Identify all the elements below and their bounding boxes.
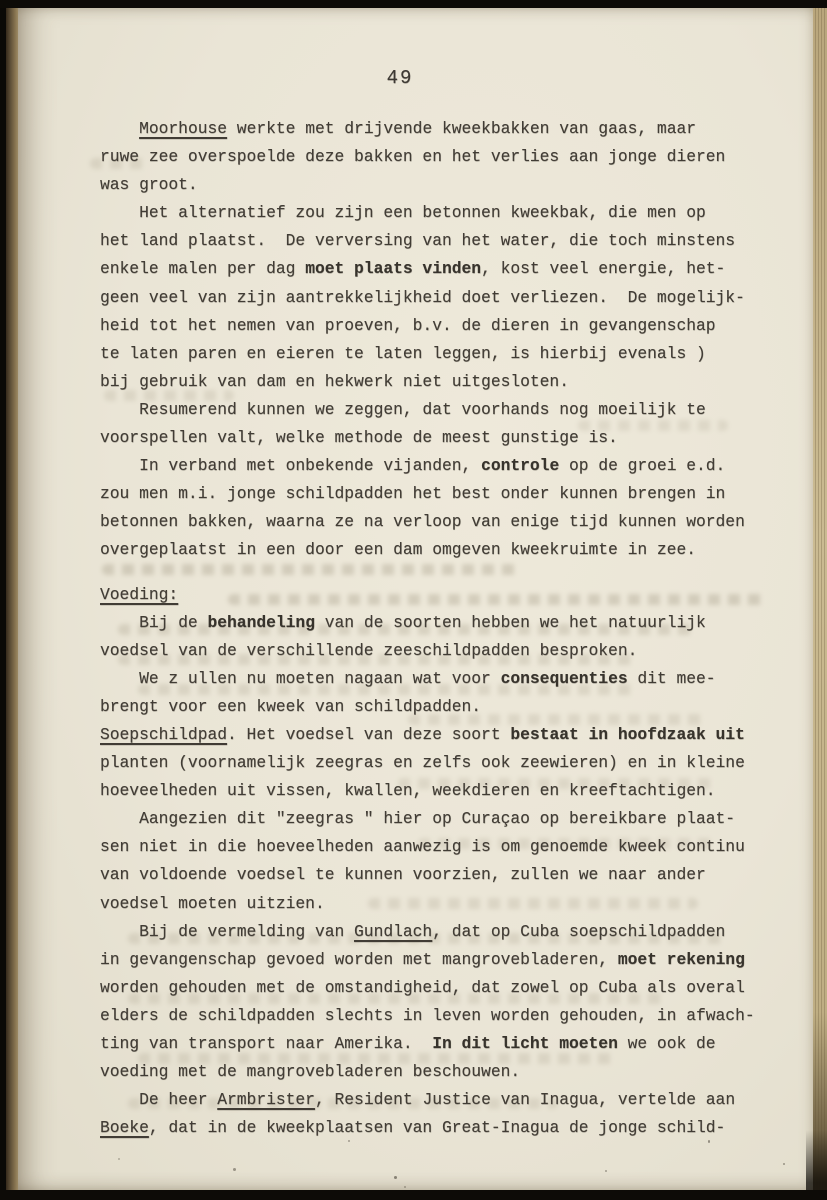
- underlined-text: Gundlach: [354, 921, 433, 941]
- underlined-text: Boeke: [100, 1118, 149, 1138]
- text-segment: In dit licht moeten: [432, 1034, 618, 1053]
- speckle: [394, 1176, 397, 1179]
- text-line: [100, 255, 780, 283]
- text-line: [100, 227, 780, 255]
- text-segment: In verband met onbekende vijanden,: [100, 456, 482, 476]
- text-segment: ruwe zee overspoelde deze bakken en het verlies aan jonge dieren: [100, 147, 726, 167]
- text-segment: voedsel van de verschillende zeeschildpadden besproken.: [100, 640, 638, 660]
- text-line: [100, 143, 780, 171]
- text-segment: moet rekening: [617, 949, 745, 969]
- text-segment: dit mee-: [627, 668, 716, 688]
- text-segment: bestaat in hoofdzaak uit: [510, 724, 745, 744]
- text-segment: Aangezien dit "zeegras " hier op Curaçao op bereikbare plaat-: [100, 809, 736, 829]
- text-line: [100, 1114, 780, 1142]
- text-segment: , dat op Cuba soepschildpadden: [432, 921, 726, 941]
- scan-border-top: [0, 0, 827, 8]
- text-segment: controle: [481, 456, 560, 476]
- text-segment: brengt voor een kweek van schildpadden.: [100, 696, 482, 716]
- text-segment: Het alternatief zou zijn een betonnen kweekbak, die men op: [100, 203, 706, 223]
- page-number: 49: [386, 67, 414, 89]
- text-line: [100, 1058, 780, 1086]
- text-line: [100, 284, 780, 312]
- text-segment: consequenties: [500, 668, 628, 688]
- text-line: [100, 974, 780, 1002]
- text-segment: we ook de: [617, 1034, 716, 1053]
- speckle: [783, 1163, 785, 1165]
- text-line: [100, 508, 780, 536]
- text-segment: was groot.: [100, 175, 198, 195]
- text-segment: . Het voedsel van deze soort: [227, 724, 511, 744]
- text-line: [100, 115, 780, 143]
- text-line: [100, 777, 780, 805]
- text-segment: , Resident Justice van Inagua, vertelde aan: [314, 1090, 736, 1110]
- text-segment: te laten paren en eieren te laten leggen, is hierbij evenals ): [100, 343, 706, 363]
- text-line: [100, 480, 780, 508]
- text-segment: in gevangenschap gevoed worden met mangrovebladeren,: [100, 949, 618, 969]
- text-line: [100, 833, 780, 861]
- text-segment: [100, 119, 139, 138]
- text-segment: enkele malen per dag: [100, 259, 306, 279]
- text-segment: het land plaatst. De verversing van het water, die toch minstens: [100, 231, 736, 251]
- text-line: [100, 340, 780, 368]
- text-line: [100, 312, 780, 340]
- speckle: [708, 1140, 710, 1143]
- text-segment: Resumerend kunnen we zeggen, dat voorhands nog moeilijk te: [100, 399, 706, 419]
- speckle: [348, 1140, 350, 1142]
- text-line: [100, 424, 780, 452]
- text-segment: overgeplaatst in een door een dam omgeven kweekruimte in zee.: [100, 540, 696, 560]
- scan-border-bottom: [0, 1190, 827, 1200]
- text-segment: worden gehouden met de omstandigheid, dat zowel op Cuba als overal: [100, 977, 745, 997]
- speckle: [404, 1186, 406, 1188]
- typewritten-text: [100, 115, 780, 1142]
- text-line: [100, 171, 780, 199]
- text-line: [100, 946, 780, 974]
- scan-shadow: [806, 1130, 827, 1192]
- text-line: [100, 609, 780, 637]
- text-line: [100, 637, 780, 665]
- text-line: [100, 1086, 780, 1114]
- text-line: [100, 805, 780, 833]
- text-line: [100, 199, 780, 227]
- text-line: [100, 536, 780, 564]
- text-line: [100, 861, 780, 889]
- text-line: [100, 693, 780, 721]
- speckle: [233, 1168, 236, 1171]
- text-line: [100, 918, 780, 946]
- text-segment: voorspellen valt, welke methode de meest gunstige is.: [100, 428, 618, 448]
- text-line: [100, 665, 780, 693]
- text-segment: Bij de: [100, 612, 208, 632]
- text-segment: behandeling: [207, 612, 315, 632]
- underlined-text: Voeding:: [100, 584, 179, 604]
- text-line: [100, 890, 780, 918]
- text-line: [100, 749, 780, 777]
- text-segment: We z ullen nu moeten nagaan wat voor: [100, 668, 501, 688]
- speckle: [118, 1158, 120, 1160]
- text-segment: voedsel moeten uitzien.: [100, 893, 325, 913]
- text-segment: van voldoende voedsel te kunnen voorzien, zullen we naar ander: [100, 865, 706, 885]
- text-segment: moet plaats vinden: [305, 259, 482, 279]
- text-line: [100, 1002, 780, 1030]
- text-segment: betonnen bakken, waarna ze na verloop van enige tijd kunnen worden: [100, 512, 745, 532]
- scan-border-left: [0, 0, 6, 1200]
- text-line: [100, 721, 780, 749]
- text-segment: , kost veel energie, het-: [481, 259, 726, 279]
- text-line: [100, 396, 780, 424]
- paper-page: [18, 8, 813, 1190]
- text-line: [100, 1030, 780, 1058]
- text-line: [100, 368, 780, 396]
- underlined-text: Armbrister: [217, 1090, 315, 1110]
- text-segment: van de soorten hebben we het natuurlijk: [314, 612, 706, 632]
- text-segment: , dat in de kweekplaatsen van Great-Inagua de jonge schild-: [148, 1118, 726, 1138]
- text-segment: zou men m.i. jonge schildpadden het best onder kunnen brengen in: [100, 484, 726, 504]
- text-segment: op de groei e.d.: [559, 456, 726, 476]
- text-segment: ting van transport naar Amerika.: [100, 1034, 433, 1053]
- text-segment: geen veel van zijn aantrekkelijkheid doet verliezen. De mogelijk-: [100, 287, 745, 307]
- text-segment: De heer: [100, 1090, 218, 1110]
- text-segment: sen niet in die hoeveelheden aanwezig is om genoemde kweek continu: [100, 837, 745, 857]
- text-segment: heid tot het nemen van proeven, b.v. de dieren in gevangenschap: [100, 315, 716, 335]
- page-stack-edge: [812, 6, 827, 1190]
- text-line: [100, 581, 780, 609]
- speckle: [605, 1170, 607, 1172]
- text-segment: Bij de vermelding van: [100, 921, 355, 941]
- text-segment: hoeveelheden uit vissen, kwallen, weekdieren en kreeftachtigen.: [100, 781, 716, 801]
- text-segment: werkte met drijvende kweekbakken van gaas, maar: [227, 119, 697, 138]
- text-segment: planten (voornamelijk zeegras en zelfs ook zeewieren) en in kleine: [100, 753, 745, 773]
- underlined-text: Moorhouse: [139, 119, 228, 138]
- text-segment: elders de schildpadden slechts in leven worden gehouden, in afwach-: [100, 1005, 755, 1025]
- text-segment: voeding met de mangrovebladeren beschouwen.: [100, 1062, 521, 1082]
- underlined-text: Soepschildpad: [100, 724, 228, 744]
- text-line: [100, 452, 780, 480]
- text-segment: bij gebruik van dam en hekwerk niet uitgesloten.: [100, 371, 569, 391]
